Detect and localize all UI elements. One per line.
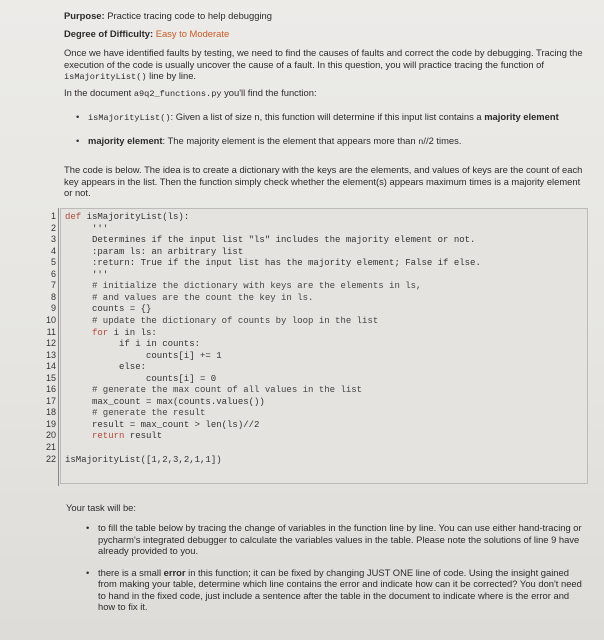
code-line: Determines if the input list "ls" includes the majority element or not. — [92, 235, 476, 246]
code-line: # generate the result — [92, 408, 206, 419]
line-number: 19 — [45, 418, 56, 429]
line-number: 17 — [45, 395, 56, 406]
definition-code: n — [418, 136, 424, 147]
code-line: # update the dictionary of counts by loop in the list — [92, 315, 379, 326]
line-number: 7 — [50, 280, 56, 291]
purpose-label: Purpose: — [64, 10, 105, 21]
code-line: if i in counts: — [119, 339, 201, 350]
line-number: 20 — [45, 430, 56, 441]
definition-list — [76, 111, 586, 148]
intro-code-1: isMajorityList() — [64, 72, 147, 82]
task-list — [86, 522, 586, 613]
line-number: 21 — [45, 442, 56, 452]
code-line: counts[i] = 0 — [146, 373, 217, 384]
code-line: max_count = max(counts.values()) — [92, 396, 265, 407]
definition-term: majority element — [88, 134, 163, 146]
definition-item — [76, 135, 586, 149]
line-number: 11 — [46, 326, 56, 337]
code-line: result = max_count > len(ls)//2 — [92, 419, 260, 430]
task-item — [86, 522, 586, 557]
code-line: # generate the max count of all values in the list — [92, 385, 363, 396]
code-line: counts[i] += 1 — [146, 350, 222, 361]
task-item — [86, 567, 586, 613]
line-number: 18 — [45, 407, 56, 418]
difficulty-label: Degree of Difficulty: — [64, 28, 154, 39]
line-number: 2 — [50, 222, 56, 233]
purpose-text: Practice tracing code to help debugging — [107, 10, 272, 21]
docref-text-1: In the document — [64, 87, 134, 98]
code-description: The code is below. The idea is to create a dictionary with the keys are the elements, and values of keys are the count of each key appears in the list. Then the function simply check whether the element(s) appears maximum times is a majority element or not. — [64, 164, 583, 198]
intro-text-2: line by line. — [146, 70, 197, 81]
keyword: return — [92, 431, 125, 442]
purpose-line — [64, 10, 584, 22]
code-line: # and values are the count the key in ls. — [92, 292, 314, 303]
definition-term: isMajorityList() — [88, 113, 171, 123]
task-text-2a: there is a small — [98, 566, 164, 578]
task-text-2b: in this function; it can be fixed by changing JUST ONE line of code. Using the insight gained from making your table, determine which line contains the error and indicate how can it be corrected? You don't need to hand in the fixed code, just include a sentence after the table in the document to indicate where is the error and how to fix it. — [98, 566, 582, 612]
code-line: return result — [92, 431, 163, 442]
line-number: 22 — [45, 453, 56, 464]
line-number: 1 — [50, 211, 56, 221]
line-number: 15 — [45, 372, 56, 383]
task-text-1: to fill the table below by tracing the change of variables in the function line by line. You can use either hand-tracing or pycharm's integrated debugger to calculate the variables values in the table. Please note the solutions of line 9 have already provided to you. — [98, 522, 582, 556]
line-number: 13 — [45, 349, 56, 360]
docref-filename: a9q2_functions.py — [133, 89, 222, 99]
code-line: ''' — [92, 269, 109, 280]
line-number: 3 — [50, 234, 56, 245]
code-line: def isMajorityList(ls): — [65, 212, 190, 222]
document-reference — [64, 87, 584, 101]
docref-text-2: you'll find the function: — [221, 87, 317, 98]
definition-item — [76, 111, 586, 125]
code-line: ''' — [92, 223, 109, 234]
definition-tail: //2 times. — [423, 134, 462, 146]
code-listing — [40, 208, 586, 486]
code-line: :return: True if the input list has the majority element; False if else. — [92, 258, 481, 269]
line-number: 14 — [45, 361, 56, 372]
difficulty-text: Easy to Moderate — [155, 28, 230, 39]
code-line: else: — [119, 362, 147, 373]
task-error-word: error — [163, 566, 186, 578]
line-number: 8 — [50, 291, 56, 302]
code-line: isMajorityList([1,2,3,2,1,1]) — [65, 454, 222, 465]
keyword: for — [92, 327, 109, 338]
code-line: :param ls: an arbitrary list — [92, 246, 244, 257]
keyword: def — [65, 212, 82, 222]
line-number: 6 — [50, 268, 56, 279]
definition-text: : The majority element is the element that appears more than — [162, 134, 419, 146]
intro-paragraph — [64, 47, 584, 84]
line-number-gutter — [40, 208, 59, 486]
intro-text-1: Once we have identified faults by testing, we need to find the causes of faults and correct the code by debugging. Tracing the execution of the code is usually uncover the cause of a fault. In this question, you will practice tracing the function of — [64, 47, 583, 70]
task-heading: Your task will be: — [66, 502, 136, 513]
line-number: 5 — [50, 257, 56, 268]
difficulty-line — [64, 28, 584, 40]
code-line: # initialize the dictionary with keys are the elements in ls, — [92, 281, 422, 292]
code-box — [60, 208, 588, 484]
line-number: 16 — [45, 384, 56, 395]
definition-bold: majority element — [484, 111, 559, 122]
definition-text: : Given a list of size n, this function will determine if this input list contains a — [170, 111, 485, 122]
line-number: 4 — [50, 245, 56, 256]
line-number: 10 — [45, 314, 56, 325]
line-number: 12 — [45, 338, 56, 349]
line-number: 9 — [50, 303, 56, 314]
code-line: for i in ls: — [92, 327, 157, 338]
code-line: counts = {} — [92, 304, 152, 315]
